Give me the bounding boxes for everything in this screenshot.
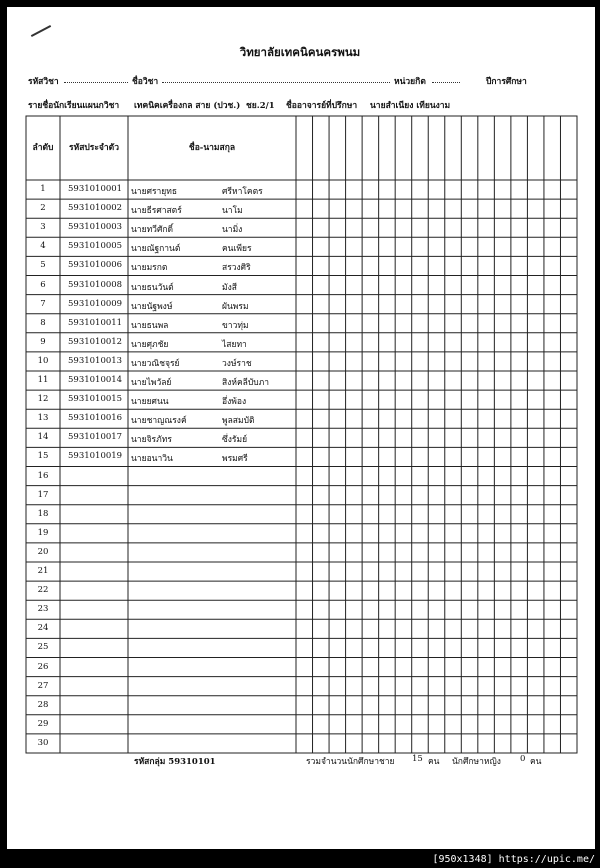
row-number: 2 [40,203,46,214]
student-last-name: วงษ์ราช [222,358,252,369]
student-last-name: พูลสมบัติ [222,416,255,427]
student-id: 5931010013 [68,355,123,366]
row-number: 21 [37,566,49,576]
student-id: 5931010003 [68,222,123,233]
student-id: 5931010001 [68,184,123,194]
student-first-name: นายยศนน [131,397,169,408]
class-level: ชย.2/1 [246,101,275,111]
row-number: 19 [37,527,49,538]
female-total-count: 0 [520,754,526,764]
row-number: 1 [40,184,46,194]
male-total-count: 15 [412,754,423,764]
row-number: 23 [37,604,49,615]
student-first-name: นายไพวัลย์ [131,378,172,388]
student-first-name: นายศรายุทธ [131,187,178,197]
male-total-label: รวมจำนวนนักศึกษาชาย [306,757,395,767]
credit-label: หน่วยกิต [394,77,426,87]
student-id: 5931010008 [68,279,123,290]
student-id: 5931010002 [68,203,123,214]
student-first-name: นายจิรภัทร [131,435,172,446]
row-number: 29 [37,718,49,729]
student-first-name: นายธีรศาสตร์ [131,206,182,217]
row-number: 5 [40,260,46,271]
row-number: 20 [37,546,49,557]
department: เทคนิคเครื่องกล สาย (ปวช.) [134,101,241,111]
row-number: 4 [40,241,46,252]
header-name: ชื่อ-นามสกุล [188,143,236,153]
row-number: 9 [40,336,46,347]
subject-name-label: ชื่อวิชา [132,77,159,87]
row-number: 25 [37,642,49,653]
student-last-name: นาโม [222,206,243,217]
row-number: 10 [37,355,49,366]
student-id: 5931010011 [68,317,123,328]
student-last-name: สรวงศิริ [222,263,251,274]
student-id: 5931010005 [68,241,123,252]
row-number: 18 [37,508,49,519]
student-last-name: ผันพรม [222,301,249,312]
advisor-label: ชื่ออาจารย์ที่ปรึกษา [286,101,358,111]
female-unit: คน [530,757,542,767]
student-last-name: ขาวทุ่ม [222,320,249,331]
student-first-name: นายธนวันต์ [131,282,174,293]
student-first-name: นายธนพล [131,320,169,331]
row-number: 14 [37,432,49,443]
student-first-name: นายณัฐกานต์ [131,244,181,255]
student-id: 5931010012 [68,336,123,347]
row-number: 13 [37,413,49,424]
student-first-name: นายนัฐพงษ์ [131,301,173,312]
student-id: 5931010015 [68,394,123,405]
male-unit: คน [428,757,440,767]
advisor-name: นายสำเนียง เทียนงาม [370,101,451,111]
row-number: 27 [37,680,49,691]
subject-code-label: รหัสวิชา [28,77,59,87]
student-last-name: ศรีหาโคตร [222,187,263,197]
student-last-name: อึ่งพ้อง [222,397,247,408]
group-code: รหัสกลุ่ม 59310101 [134,757,216,767]
college-title: วิทยาลัยเทคนิคนครพนม [239,45,361,59]
header-no: ลำดับ [32,143,54,153]
watermark: [950x1348] https://upic.me/ [429,853,598,866]
row-number: 3 [40,222,46,233]
student-id: 5931010009 [68,298,123,309]
row-number: 26 [37,661,49,672]
row-number: 15 [37,451,49,462]
student-last-name: ซึ่งรัมย์ [222,435,248,446]
student-first-name: นายอนาวิน [131,454,173,465]
row-number: 7 [40,298,46,309]
student-first-name: นายวณิชจุรย์ [131,358,180,369]
row-number: 16 [37,470,49,481]
row-number: 28 [37,699,49,710]
student-first-name: นายมรกต [131,263,168,274]
student-last-name: สิงห์คลีบับภา [222,378,270,388]
row-number: 11 [37,375,49,385]
student-id: 5931010016 [68,413,123,424]
student-first-name: นายทวีศักดิ์ [131,225,174,236]
student-id: 5931010006 [68,260,123,271]
header-code: รหัสประจำตัว [69,143,119,153]
row-number: 30 [37,737,49,748]
student-last-name: พรมศรี [222,454,248,465]
student-last-name: มังสี [222,282,237,293]
student-last-name: คนเพียร [222,244,252,255]
row-number: 17 [37,489,49,500]
student-first-name: นายศุภชัย [131,339,169,350]
academic-year-label: ปีการศึกษา [486,77,527,87]
student-last-name: ไสยทา [222,339,247,350]
row-number: 12 [37,394,49,405]
female-total-label: นักศึกษาหญิง [452,757,501,767]
student-list-label: รายชื่อนักเรียนแผนกวิชา [28,101,120,111]
row-number: 8 [40,317,46,328]
row-number: 24 [37,623,49,634]
student-id: 5931010017 [68,432,123,443]
student-first-name: นายชาญณรงค์ [131,416,187,427]
row-number: 6 [40,279,46,290]
student-last-name: นามิ่ง [222,225,243,236]
row-number: 22 [37,585,49,596]
student-id: 5931010019 [68,451,123,462]
student-id: 5931010014 [68,375,123,385]
